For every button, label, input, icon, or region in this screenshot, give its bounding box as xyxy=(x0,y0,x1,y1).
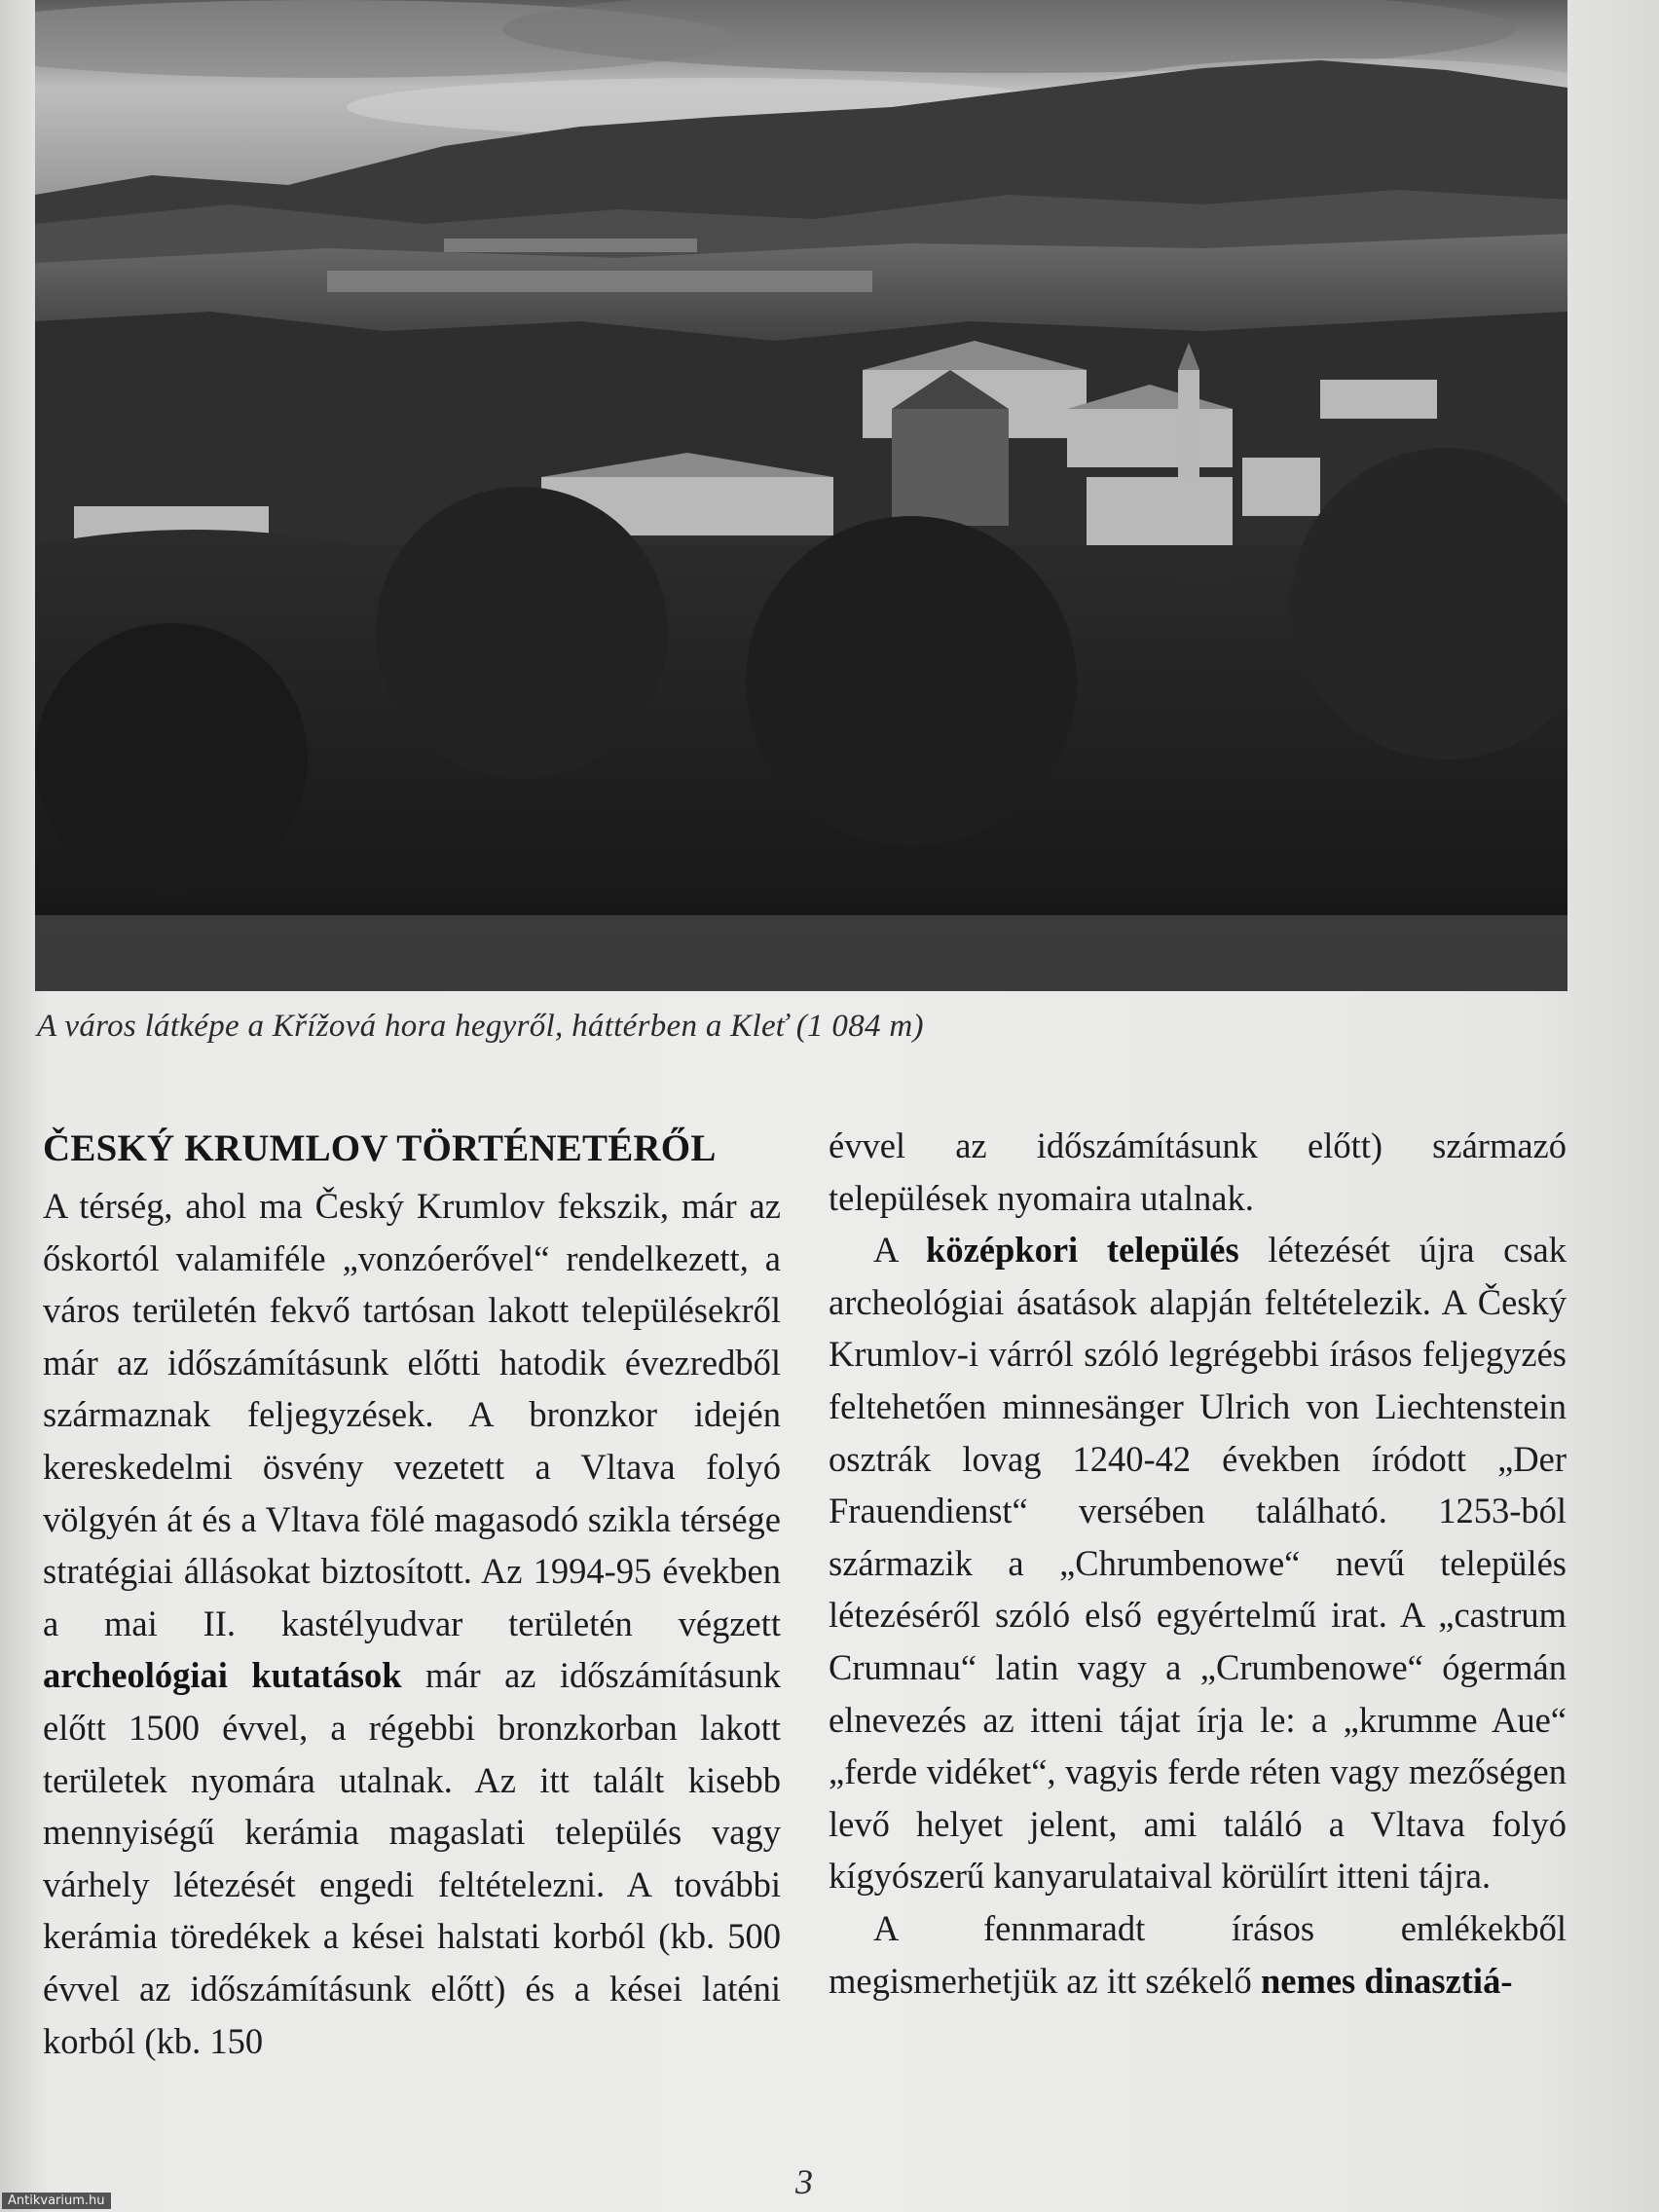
paragraph-1-text-a: A térség, ahol ma Český Krumlov fekszik, már az őskortól valamiféle „vonzóerővel“ rendelkezett, a város területén fekvő tartósan lakott településekről már az időszámításunk előtti hatodik évezredből származnak feljegyzések. A bronzkor idején kereskedelmi ösvény vezetett a Vltava folyó völgyén át és a Vltava fölé magasodó szikla térsége stratégiai állásokat biztosított. Az 1994-95 években a mai II. kastélyudvar területén végzett xyxy=(43,1186,781,1643)
paragraph-1-text-b: már az időszámításunk előtt 1500 évvel, a régebbi bronzkorban lakott területek nyomára utalnak. Az itt talált kisebb mennyiségű kerámia magaslati település vagy várhely létezését engedi feltételezni. A további kerámia töredékek a kései halstati korból (kb. 500 évvel az időszámításunk előtt) és a kései laténi korból (kb. 150 xyxy=(43,1655,781,2061)
watermark: Antikvarium.hu xyxy=(2,2193,111,2209)
landscape-photo-drawing xyxy=(35,0,1567,991)
paragraph-3-text: A fennmaradt írásos emlékekből megismerhetjük az itt székelő xyxy=(829,1907,1567,2001)
paragraph-3-bold: nemes dinasztiá- xyxy=(1260,1960,1513,2001)
left-column xyxy=(43,1120,781,2067)
page-number: 3 xyxy=(795,2162,813,2201)
paragraph-1-bold: archeológiai kutatások xyxy=(43,1655,402,1696)
right-column xyxy=(829,1120,1567,2007)
section-heading: ČESKÝ KRUMLOV TÖRTÉNETÉRŐL xyxy=(43,1127,717,1169)
photo-caption: A város látképe a Křížová hora hegyről, háttérben a Kleť (1 084 m) xyxy=(37,1009,924,1044)
paragraph-2-start: A xyxy=(873,1230,898,1271)
paragraph-2-bold: középkori település xyxy=(926,1230,1239,1271)
paragraph-2 xyxy=(829,1224,1567,1902)
paragraph-2-text: létezését újra csak archeológiai ásatások alapján feltételezik. A Český Krumlov-i várról szóló legrégebbi írásos feljegyzés feltehetően minnesänger Ulrich von Liechtenstein osztrák lovag 1240-42 években íródott „Der Frauendienst“ versében található. 1253-ból származik a „Chrumbenowe“ nevű település létezéséről szóló első egyértelmű irat. A „castrum Crumnau“ latin vagy a „Crumbenowe“ ógermán elnevezés az itteni tájat írja le: a „krumme Aue“ „ferde vidéket“, vagyis ferde réten vagy mezőségen levő helyet jelent, ami találó a Vltava folyó kígyószerű kanyarulataival körülírt itteni tájra. xyxy=(829,1230,1567,1897)
paragraph-1 xyxy=(43,1180,781,2067)
landscape-photo xyxy=(35,0,1567,991)
paragraph-continuation: évvel az időszámításunk előtt) származó települések nyomaira utalnak. xyxy=(829,1125,1567,1218)
paragraph-3 xyxy=(829,1902,1567,2007)
